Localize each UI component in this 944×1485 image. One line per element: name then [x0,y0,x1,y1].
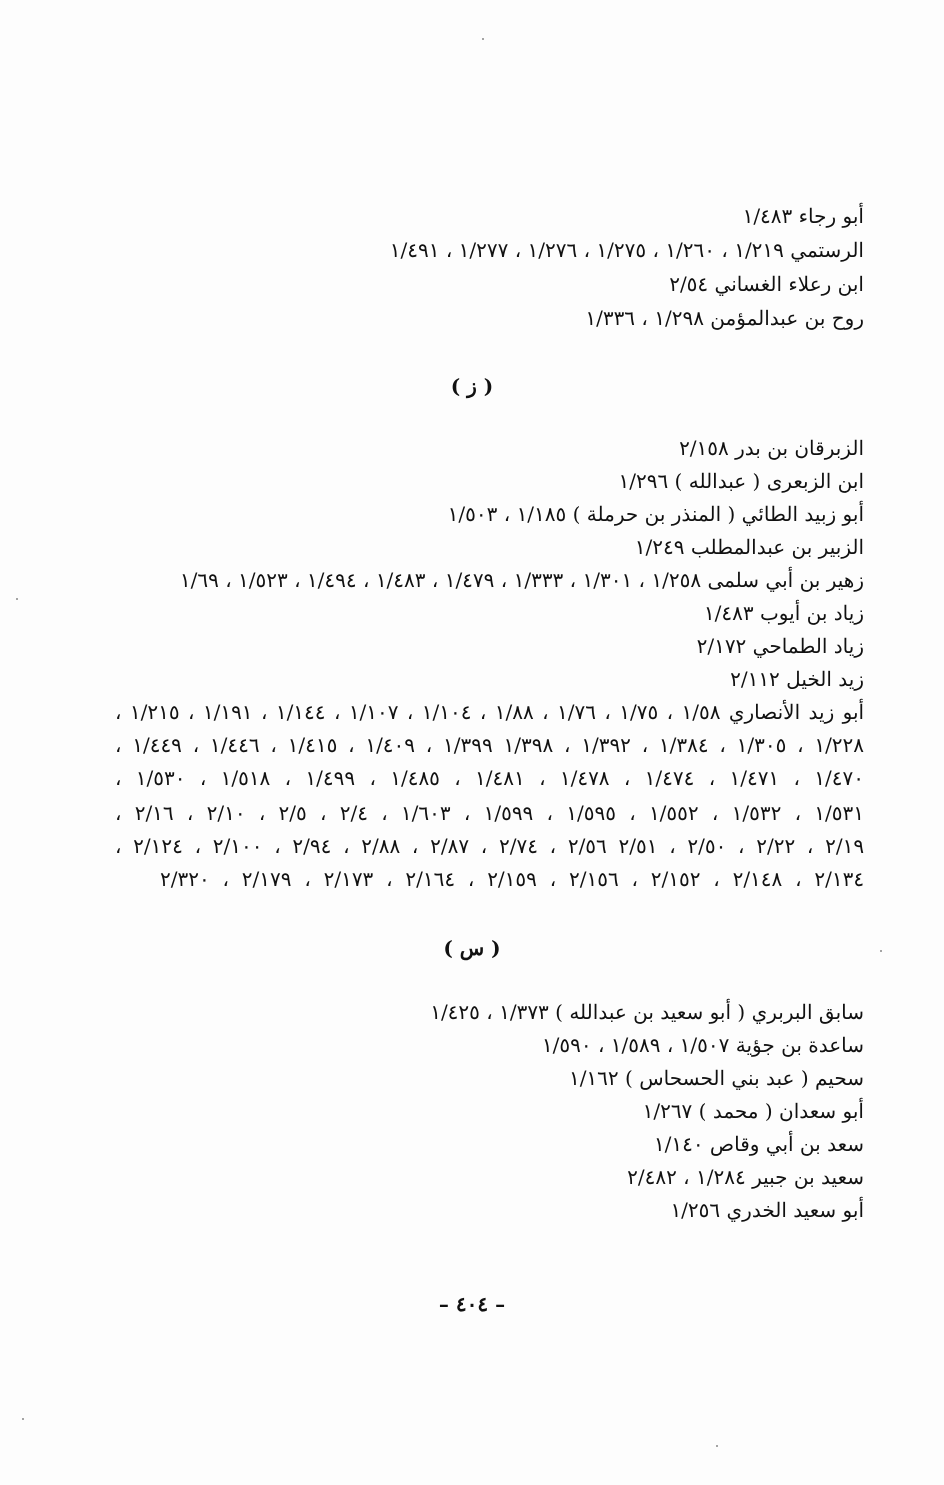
index-entry: ابن الزبعرى ( عبدالله ) ١/٢٩٦ [618,469,864,493]
index-entry: أبو سعيد الخدري ١/٢٥٦ [670,1198,864,1222]
scan-speck [22,1418,24,1420]
index-entry: الزبير بن عبدالمطلب ١/٢٤٩ [634,535,864,559]
index-entry: أبو زبيد الطائي ( المنذر بن حرملة ) ١/١٨٥ ، ١/٥٠٣ [447,502,864,526]
index-entry: سعيد بن جبير ١/٢٨٤ ، ٢/٤٨٢ [627,1165,864,1189]
index-entry: الرستمي ١/٢١٩ ، ١/٢٦٠ ، ١/٢٧٥ ، ١/٢٧٦ ، ١/٢٧٧ ، ١/٤٩١ [389,238,864,262]
index-entry: سابق البربري ( أبو سعيد بن عبدالله ) ١/٣٧٣ ، ١/٤٢٥ [430,1000,864,1024]
index-entry: زيد الخيل ٢/١١٢ [730,667,864,691]
index-entry: سحيم ( عبد بني الحسحاس ) ١/١٦٢ [568,1066,864,1090]
index-entry: ابن رعلاء الغساني ٢/٥٤ [669,272,864,296]
section-heading-zay: ( ز ) [450,374,494,398]
index-entry: أبو زيد الأنصاري ١/٥٨ ، ١/٧٥ ، ١/٧٦ ، ١/٨٨ ، ١/١٠٤ ، ١/١٠٧ ، ١/١٤٤ ، ١/١٩١ ، ١/٢١٥ ، [115,700,865,724]
index-entry: الزبرقان بن بدر ٢/١٥٨ [679,436,864,460]
scan-speck [482,38,484,40]
page-number: – ٤٠٤ – [438,1292,506,1316]
index-entry: زياد الطماحي ٢/١٧٢ [696,634,864,658]
section-heading-sin: ( س ) [443,936,501,960]
index-entry: زهير بن أبي سلمى ١/٢٥٨ ، ١/٣٠١ ، ١/٣٣٣ ، ١/٤٧٩ ، ١/٤٨٣ ، ١/٤٩٤ ، ١/٥٢٣ ، ١/٦٩ [179,568,864,592]
index-entry-continuation: ١/٥٣١ ، ١/٥٣٢ ، ١/٥٥٢ ، ١/٥٩٥ ، ١/٥٩٩ ، ١/٦٠٣ ، ٢/٤ ، ٢/٥ ، ٢/١٠ ، ٢/١٦ ، [115,801,864,825]
index-entry: سعد بن أبي وقاص ١/١٤٠ [653,1132,864,1156]
scan-speck [880,950,882,952]
index-entry-continuation: ١/٢٢٨ ، ١/٣٠٥ ، ١/٣٨٤ ، ١/٣٩٢ ، ١/٣٩٨ ١/٣٩٩ ، ١/٤٠٩ ، ١/٤١٥ ، ١/٤٤٦ ، ١/٤٤٩ ، [115,733,865,757]
scan-speck [716,1445,718,1447]
index-entry: ساعدة بن جؤية ١/٥٠٧ ، ١/٥٨٩ ، ١/٥٩٠ [541,1033,864,1057]
index-entry: أبو رجاء ١/٤٨٣ [742,204,864,228]
scan-speck [16,598,18,600]
index-entry: روح بن عبدالمؤمن ١/٢٩٨ ، ١/٣٣٦ [585,306,864,330]
index-entry-continuation: ٢/١٩ ، ٢/٢٢ ، ٢/٥٠ ، ٢/٥١ ٢/٥٦ ، ٢/٧٤ ، ٢/٨٧ ، ٢/٨٨ ، ٢/٩٤ ، ٢/١٠٠ ، ٢/١٢٤ ، [115,834,865,858]
index-entry-continuation: ٢/١٣٤ ، ٢/١٤٨ ، ٢/١٥٢ ، ٢/١٥٦ ، ٢/١٥٩ ، ٢/١٦٤ ، ٢/١٧٣ ، ٢/١٧٩ ، ٢/٣٢٠ [160,867,865,891]
index-entry: زياد بن أيوب ١/٤٨٣ [703,601,864,625]
index-entry-continuation: ١/٤٧٠ ، ١/٤٧١ ، ١/٤٧٤ ، ١/٤٧٨ ، ١/٤٨١ ، ١/٤٨٥ ، ١/٤٩٩ ، ١/٥١٨ ، ١/٥٣٠ ، [115,766,864,790]
index-entry: أبو سعدان ( محمد ) ١/٢٦٧ [642,1099,864,1123]
